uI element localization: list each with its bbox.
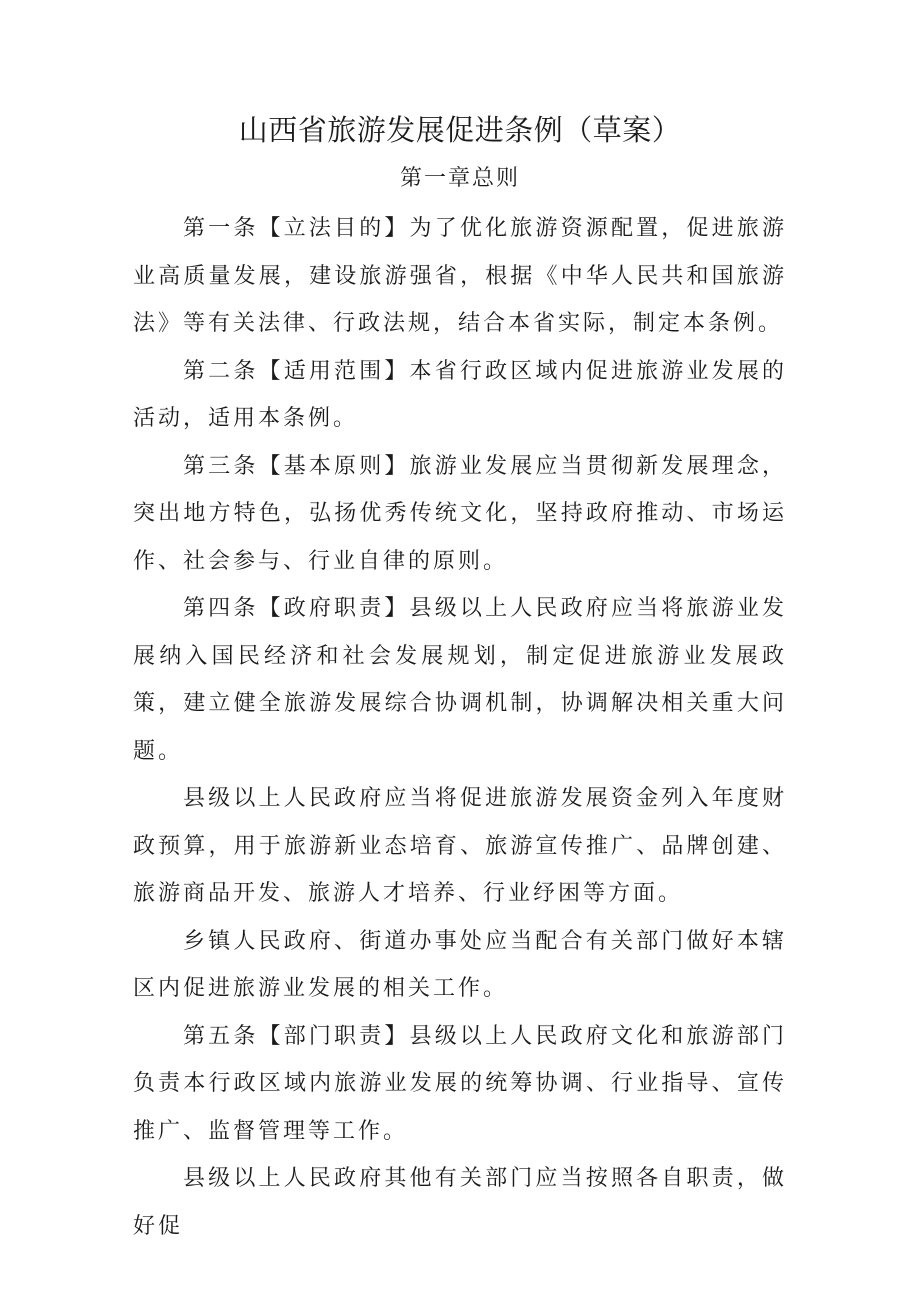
chapter-title: 第一章总则 [399, 166, 520, 191]
article-4-clause-2-paragraph: 县级以上人民政府应当将促进旅游发展资金列入年度财政预算，用于旅游新业态培育、旅游宣传推广、品牌创建、旅游商品开发、旅游人才培养、行业纾困等方面。 [133, 786, 787, 906]
article-5-clause-2-paragraph: 县级以上人民政府其他有关部门应当按照各自职责，做好促 [133, 1166, 787, 1239]
article-4-clause-3-paragraph: 乡镇人民政府、街道办事处应当配合有关部门做好本辖区内促进旅游业发展的相关工作。 [133, 928, 787, 1001]
document-body [133, 205, 787, 1250]
article-3-paragraph: 第三条【基本原则】旅游业发展应当贯彻新发展理念，突出地方特色，弘扬优秀传统文化，坚持政府推动、市场运作、社会参与、行业自律的原则。 [133, 453, 787, 574]
document-title: 山西省旅游发展促进条例（草案） [238, 113, 682, 147]
article-5-paragraph: 第五条【部门职责】县级以上人民政府文化和旅游部门负责本行政区域内旅游业发展的统筹协调、行业指导、宣传推广、监督管理等工作。 [133, 1023, 787, 1144]
article-1-paragraph: 第一条【立法目的】为了优化旅游资源配置，促进旅游业高质量发展，建设旅游强省，根据《中华人民共和国旅游法》等有关法律、行政法规，结合本省实际，制定本条例。 [133, 216, 787, 336]
article-2-paragraph: 第二条【适用范围】本省行政区域内促进旅游业发展的活动，适用本条例。 [133, 358, 787, 431]
article-4-paragraph: 第四条【政府职责】县级以上人民政府应当将旅游业发展纳入国民经济和社会发展规划，制定促进旅游业发展政策，建立健全旅游发展综合协调机制，协调解决相关重大问题。 [133, 596, 787, 764]
